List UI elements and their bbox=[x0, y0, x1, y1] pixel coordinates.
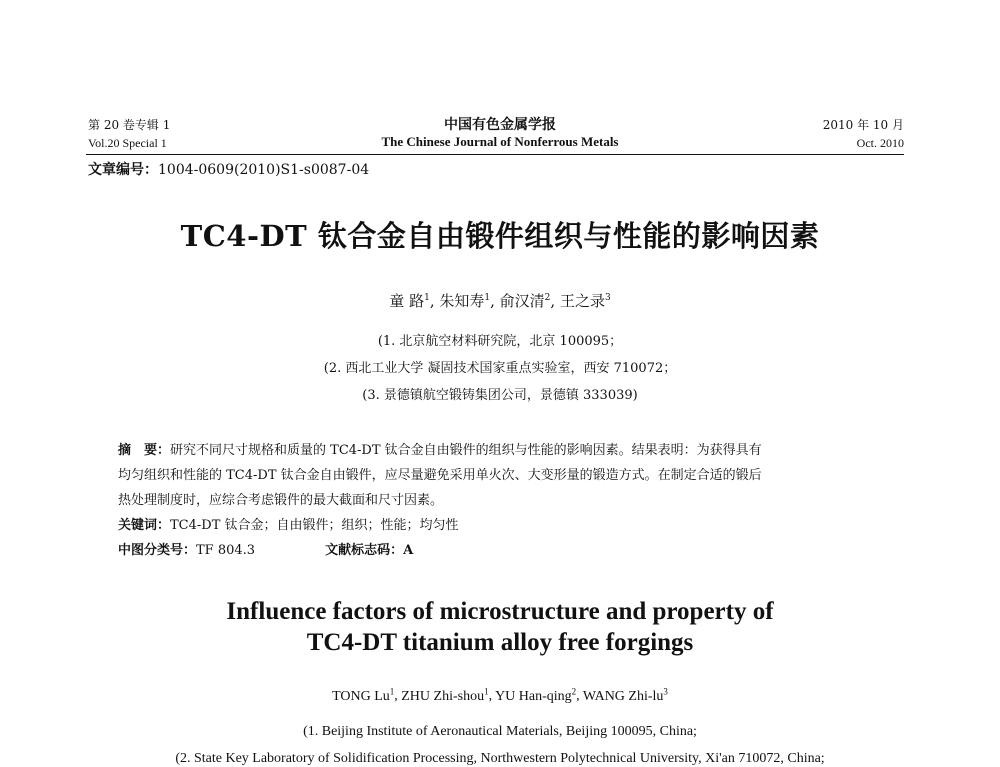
abstract-label: 摘 要： bbox=[118, 443, 171, 458]
title-en-line-1: Influence factors of microstructure and property of bbox=[226, 598, 774, 625]
doc-code-label: 文献标志码： bbox=[325, 543, 404, 558]
journal-title-en: The Chinese Journal of Nonferrous Metals bbox=[381, 134, 619, 149]
classification-label: 中图分类号： bbox=[118, 543, 197, 558]
date-cn: 2010 年 10 月 bbox=[822, 118, 904, 132]
keywords-label: 关键词： bbox=[118, 518, 171, 533]
volume-cn: 第 20 卷专辑 1 bbox=[88, 118, 171, 132]
page-title-cn: TC4-DT 钛合金自由锻件组织与性能的影响因素 bbox=[180, 219, 820, 253]
abstract-line: 摘 要：研究不同尺寸规格和质量的 TC4-DT 钛合金自由锻件的组织与性能的影响因素。结果表明：为获得具有 bbox=[118, 443, 762, 458]
author-cn: 王之录$^3$ bbox=[559, 292, 611, 310]
authors-cn: 童 路$^1$, 朱知寿$^1$, 俞汉清$^2$, 王之录$^3$ bbox=[389, 292, 611, 310]
date-en: Oct. 2010 bbox=[856, 136, 904, 150]
title-en-line-2: TC4-DT titanium alloy free forgings bbox=[306, 629, 694, 656]
classification-cn bbox=[118, 538, 878, 563]
affiliation-cn-3: (3. 景德镇航空锻铸集团公司，景德镇 333039) bbox=[362, 388, 638, 403]
header-rule bbox=[86, 154, 904, 155]
abstract-line: 均匀组织和性能的 TC4-DT 钛合金自由锻件，应尽量避免采用单火次、大变形量的锻造方式。在制定合适的锻后 bbox=[118, 468, 762, 483]
keywords-cn bbox=[118, 513, 878, 538]
abstract-line: 热处理制度时，应综合考虑锻件的最大截面和尺寸因素。 bbox=[118, 493, 444, 508]
article-number bbox=[88, 159, 369, 179]
journal-title-cn: 中国有色金属学报 bbox=[444, 117, 556, 133]
author-en: WANG Zhi-$lu^3$ bbox=[582, 686, 668, 704]
author-en: YU Han-qing$^2$ bbox=[495, 686, 577, 704]
affiliation-en-1: (1. Beijing Institute of Aeronautical Materials, Beijing 100095, China; bbox=[303, 724, 697, 739]
volume-en: Vol.20 Special 1 bbox=[88, 136, 167, 150]
article-number-label: 文章编号： bbox=[88, 162, 158, 178]
doc-code-value: A bbox=[403, 543, 414, 558]
abstract-cn bbox=[118, 438, 878, 563]
page-title-en bbox=[0, 596, 1000, 658]
affiliation-en-2: (2. State Key Laboratory of Solidification Processing, Northwestern Polytechnical University, Xi'an 710072, China; bbox=[175, 751, 825, 766]
author-en: ZHU Zhi-shou$^1$ bbox=[401, 686, 489, 704]
author-cn: 朱知寿$^1$ bbox=[439, 292, 491, 310]
author-cn: 童 路$^1$ bbox=[389, 292, 430, 310]
author-en: TONG Lu$^1$ bbox=[332, 686, 395, 704]
authors-en: TONG Lu$^1$, ZHU Zhi-shou$^1$, YU Han-qing$^2$, WANG Zhi-$lu^3$ bbox=[332, 686, 668, 704]
affiliation-cn-2: (2. 西北工业大学 凝固技术国家重点实验室，西安 710072； bbox=[323, 361, 677, 376]
author-cn: 俞汉清$^2$ bbox=[499, 292, 551, 310]
keywords-value: TC4-DT 钛合金；自由锻件；组织；性能；均匀性 bbox=[170, 518, 459, 533]
affiliation-cn-1: (1. 北京航空材料研究院，北京 100095； bbox=[377, 334, 623, 349]
classification-value: TF 804.3 bbox=[196, 543, 256, 558]
article-number-value: 1004-0609(2010)S1-s0087-04 bbox=[158, 162, 370, 178]
